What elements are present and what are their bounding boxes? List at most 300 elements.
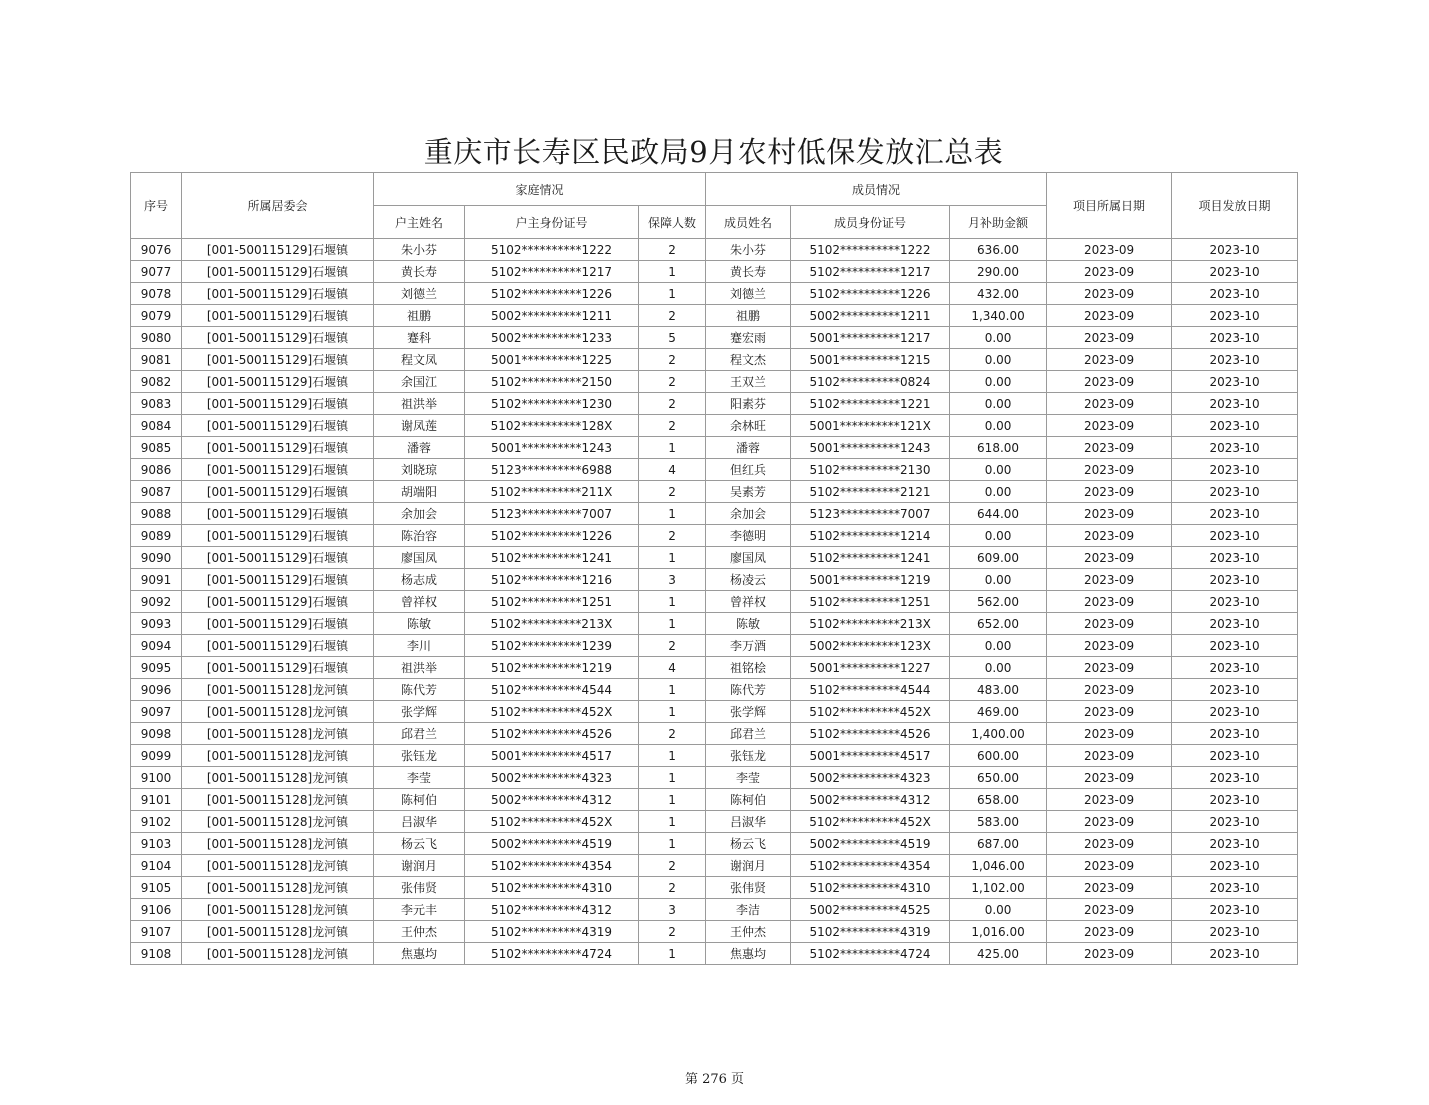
table-row [131,701,1298,723]
seq-cell: 9083 [131,393,182,415]
committee-cell: [001-500115129]石堰镇 [182,393,374,415]
project-date-cell: 2023-09 [1047,305,1172,327]
project-date-cell: 2023-09 [1047,767,1172,789]
table-row [131,371,1298,393]
member-id-cell: 5102**********2121 [791,481,950,503]
project-date-cell: 2023-09 [1047,371,1172,393]
head-name-cell: 刘晓琼 [374,459,465,481]
member-name-cell: 李德明 [706,525,791,547]
head-id-cell: 5002**********4323 [465,767,639,789]
monthly-amount-cell: 652.00 [950,613,1047,635]
member-id-cell: 5001**********1219 [791,569,950,591]
member-name-cell: 但红兵 [706,459,791,481]
seq-cell: 9079 [131,305,182,327]
table-row [131,569,1298,591]
seq-cell: 9082 [131,371,182,393]
insured-count-cell: 2 [639,525,706,547]
head-name-cell: 余加会 [374,503,465,525]
member-name-cell: 陈敏 [706,613,791,635]
head-id-cell: 5102**********2150 [465,371,639,393]
issue-date-cell: 2023-10 [1172,921,1298,943]
insured-count-cell: 5 [639,327,706,349]
monthly-amount-cell: 1,102.00 [950,877,1047,899]
member-name-cell: 余加会 [706,503,791,525]
insured-count-cell: 1 [639,943,706,965]
member-name-cell: 焦惠均 [706,943,791,965]
head-name-cell: 祖鹏 [374,305,465,327]
insured-count-cell: 1 [639,547,706,569]
seq-cell: 9102 [131,811,182,833]
head-id-cell: 5102**********1230 [465,393,639,415]
table-row [131,283,1298,305]
member-name-cell: 杨云飞 [706,833,791,855]
monthly-amount-cell: 618.00 [950,437,1047,459]
project-date-cell: 2023-09 [1047,261,1172,283]
member-name-cell: 刘德兰 [706,283,791,305]
project-date-cell: 2023-09 [1047,547,1172,569]
head-name-cell: 陈敏 [374,613,465,635]
monthly-amount-cell: 0.00 [950,635,1047,657]
project-date-cell: 2023-09 [1047,811,1172,833]
table-row [131,525,1298,547]
head-id-cell: 5102**********4544 [465,679,639,701]
table-row [131,877,1298,899]
head-id-cell: 5102**********452X [465,701,639,723]
member-id-cell: 5002**********4519 [791,833,950,855]
monthly-amount-cell: 583.00 [950,811,1047,833]
member-name-cell: 李万酒 [706,635,791,657]
header-head-id: 户主身份证号 [465,206,639,239]
committee-cell: [001-500115129]石堰镇 [182,371,374,393]
head-name-cell: 祖洪举 [374,393,465,415]
head-name-cell: 曾祥权 [374,591,465,613]
committee-cell: [001-500115129]石堰镇 [182,459,374,481]
project-date-cell: 2023-09 [1047,789,1172,811]
table-row [131,349,1298,371]
insured-count-cell: 3 [639,899,706,921]
committee-cell: [001-500115128]龙河镇 [182,833,374,855]
seq-cell: 9107 [131,921,182,943]
committee-cell: [001-500115129]石堰镇 [182,349,374,371]
member-name-cell: 张钰龙 [706,745,791,767]
issue-date-cell: 2023-10 [1172,899,1298,921]
seq-cell: 9078 [131,283,182,305]
head-id-cell: 5102**********4354 [465,855,639,877]
head-id-cell: 5102**********1222 [465,239,639,261]
project-date-cell: 2023-09 [1047,525,1172,547]
head-id-cell: 5123**********7007 [465,503,639,525]
head-id-cell: 5102**********1217 [465,261,639,283]
monthly-amount-cell: 636.00 [950,239,1047,261]
monthly-amount-cell: 1,016.00 [950,921,1047,943]
member-name-cell: 祖铭桧 [706,657,791,679]
seq-cell: 9077 [131,261,182,283]
member-id-cell: 5102**********1221 [791,393,950,415]
table-row [131,327,1298,349]
head-name-cell: 程文凤 [374,349,465,371]
table-row [131,547,1298,569]
project-date-cell: 2023-09 [1047,591,1172,613]
member-name-cell: 王仲杰 [706,921,791,943]
member-name-cell: 张伟贤 [706,877,791,899]
committee-cell: [001-500115128]龙河镇 [182,877,374,899]
project-date-cell: 2023-09 [1047,481,1172,503]
seq-cell: 9087 [131,481,182,503]
insured-count-cell: 2 [639,877,706,899]
table-row [131,679,1298,701]
member-id-cell: 5102**********4319 [791,921,950,943]
committee-cell: [001-500115129]石堰镇 [182,437,374,459]
insured-count-cell: 1 [639,261,706,283]
monthly-amount-cell: 290.00 [950,261,1047,283]
project-date-cell: 2023-09 [1047,415,1172,437]
insured-count-cell: 2 [639,415,706,437]
member-id-cell: 5001**********121X [791,415,950,437]
insured-count-cell: 1 [639,283,706,305]
member-id-cell: 5001**********1243 [791,437,950,459]
head-name-cell: 胡端阳 [374,481,465,503]
issue-date-cell: 2023-10 [1172,547,1298,569]
project-date-cell: 2023-09 [1047,899,1172,921]
member-name-cell: 朱小芬 [706,239,791,261]
committee-cell: [001-500115129]石堰镇 [182,261,374,283]
table-row [131,393,1298,415]
member-id-cell: 5102**********452X [791,701,950,723]
head-name-cell: 廖国凤 [374,547,465,569]
issue-date-cell: 2023-10 [1172,349,1298,371]
member-id-cell: 5102**********4310 [791,877,950,899]
member-name-cell: 吴素芳 [706,481,791,503]
header-insured-count: 保障人数 [639,206,706,239]
table-row [131,745,1298,767]
committee-cell: [001-500115128]龙河镇 [182,921,374,943]
monthly-amount-cell: 687.00 [950,833,1047,855]
issue-date-cell: 2023-10 [1172,459,1298,481]
project-date-cell: 2023-09 [1047,437,1172,459]
member-name-cell: 李洁 [706,899,791,921]
insured-count-cell: 1 [639,437,706,459]
head-name-cell: 陈治容 [374,525,465,547]
seq-cell: 9091 [131,569,182,591]
seq-cell: 9076 [131,239,182,261]
project-date-cell: 2023-09 [1047,745,1172,767]
issue-date-cell: 2023-10 [1172,481,1298,503]
header-monthly-amount: 月补助金额 [950,206,1047,239]
monthly-amount-cell: 0.00 [950,569,1047,591]
issue-date-cell: 2023-10 [1172,525,1298,547]
table-row [131,855,1298,877]
head-name-cell: 陈柯伯 [374,789,465,811]
issue-date-cell: 2023-10 [1172,415,1298,437]
insured-count-cell: 4 [639,459,706,481]
header-committee: 所属居委会 [182,173,374,239]
project-date-cell: 2023-09 [1047,613,1172,635]
project-date-cell: 2023-09 [1047,723,1172,745]
head-id-cell: 5102**********1251 [465,591,639,613]
head-id-cell: 5002**********4519 [465,833,639,855]
seq-cell: 9094 [131,635,182,657]
issue-date-cell: 2023-10 [1172,635,1298,657]
head-name-cell: 吕淑华 [374,811,465,833]
seq-cell: 9088 [131,503,182,525]
member-name-cell: 陈代芳 [706,679,791,701]
monthly-amount-cell: 0.00 [950,657,1047,679]
insured-count-cell: 1 [639,503,706,525]
member-name-cell: 潘蓉 [706,437,791,459]
member-id-cell: 5102**********4354 [791,855,950,877]
committee-cell: [001-500115129]石堰镇 [182,327,374,349]
member-id-cell: 5002**********4312 [791,789,950,811]
insured-count-cell: 1 [639,767,706,789]
seq-cell: 9104 [131,855,182,877]
head-id-cell: 5102**********1219 [465,657,639,679]
head-name-cell: 张学辉 [374,701,465,723]
header-member-group: 成员情况 [706,173,1047,206]
seq-cell: 9097 [131,701,182,723]
seq-cell: 9090 [131,547,182,569]
member-id-cell: 5123**********7007 [791,503,950,525]
head-id-cell: 5102**********1226 [465,283,639,305]
committee-cell: [001-500115128]龙河镇 [182,745,374,767]
head-id-cell: 5002**********4312 [465,789,639,811]
header-member-id: 成员身份证号 [791,206,950,239]
head-name-cell: 陈代芳 [374,679,465,701]
insured-count-cell: 2 [639,371,706,393]
issue-date-cell: 2023-10 [1172,569,1298,591]
seq-cell: 9108 [131,943,182,965]
head-name-cell: 李元丰 [374,899,465,921]
project-date-cell: 2023-09 [1047,833,1172,855]
member-name-cell: 李莹 [706,767,791,789]
monthly-amount-cell: 600.00 [950,745,1047,767]
head-id-cell: 5123**********6988 [465,459,639,481]
head-id-cell: 5102**********1216 [465,569,639,591]
table-row [131,811,1298,833]
member-name-cell: 黄长寿 [706,261,791,283]
member-name-cell: 张学辉 [706,701,791,723]
insured-count-cell: 1 [639,811,706,833]
head-name-cell: 刘德兰 [374,283,465,305]
issue-date-cell: 2023-10 [1172,789,1298,811]
member-name-cell: 邱君兰 [706,723,791,745]
member-id-cell: 5102**********0824 [791,371,950,393]
seq-cell: 9095 [131,657,182,679]
committee-cell: [001-500115129]石堰镇 [182,525,374,547]
table-row [131,261,1298,283]
table-row [131,459,1298,481]
member-id-cell: 5002**********4525 [791,899,950,921]
monthly-amount-cell: 658.00 [950,789,1047,811]
monthly-amount-cell: 0.00 [950,481,1047,503]
committee-cell: [001-500115129]石堰镇 [182,239,374,261]
head-name-cell: 潘蓉 [374,437,465,459]
insured-count-cell: 2 [639,635,706,657]
seq-cell: 9085 [131,437,182,459]
table-row [131,635,1298,657]
monthly-amount-cell: 609.00 [950,547,1047,569]
member-name-cell: 廖国凤 [706,547,791,569]
project-date-cell: 2023-09 [1047,635,1172,657]
committee-cell: [001-500115129]石堰镇 [182,503,374,525]
monthly-amount-cell: 432.00 [950,283,1047,305]
table-row [131,591,1298,613]
monthly-amount-cell: 650.00 [950,767,1047,789]
committee-cell: [001-500115129]石堰镇 [182,591,374,613]
insured-count-cell: 2 [639,393,706,415]
committee-cell: [001-500115129]石堰镇 [182,569,374,591]
monthly-amount-cell: 0.00 [950,899,1047,921]
insured-count-cell: 4 [639,657,706,679]
committee-cell: [001-500115128]龙河镇 [182,855,374,877]
header-project-date: 项目所属日期 [1047,173,1172,239]
member-id-cell: 5001**********1227 [791,657,950,679]
table-body [131,239,1298,965]
head-name-cell: 杨云飞 [374,833,465,855]
member-id-cell: 5102**********4544 [791,679,950,701]
member-name-cell: 吕淑华 [706,811,791,833]
project-date-cell: 2023-09 [1047,503,1172,525]
project-date-cell: 2023-09 [1047,877,1172,899]
project-date-cell: 2023-09 [1047,459,1172,481]
insured-count-cell: 2 [639,723,706,745]
issue-date-cell: 2023-10 [1172,371,1298,393]
issue-date-cell: 2023-10 [1172,679,1298,701]
monthly-amount-cell: 1,400.00 [950,723,1047,745]
seq-cell: 9096 [131,679,182,701]
head-name-cell: 谢凤莲 [374,415,465,437]
member-name-cell: 曾祥权 [706,591,791,613]
committee-cell: [001-500115129]石堰镇 [182,547,374,569]
head-id-cell: 5102**********4724 [465,943,639,965]
head-name-cell: 张钰龙 [374,745,465,767]
page-title: 重庆市长寿区民政局9月农村低保发放汇总表 [423,135,1004,169]
head-id-cell: 5001**********1225 [465,349,639,371]
table-header [131,173,1298,239]
monthly-amount-cell: 0.00 [950,415,1047,437]
project-date-cell: 2023-09 [1047,393,1172,415]
member-name-cell: 谢润月 [706,855,791,877]
monthly-amount-cell: 0.00 [950,327,1047,349]
insured-count-cell: 1 [639,833,706,855]
head-name-cell: 蹇科 [374,327,465,349]
monthly-amount-cell: 1,340.00 [950,305,1047,327]
table-row [131,503,1298,525]
member-id-cell: 5001**********4517 [791,745,950,767]
table-row [131,657,1298,679]
committee-cell: [001-500115129]石堰镇 [182,283,374,305]
monthly-amount-cell: 483.00 [950,679,1047,701]
committee-cell: [001-500115128]龙河镇 [182,789,374,811]
insured-count-cell: 3 [639,569,706,591]
committee-cell: [001-500115129]石堰镇 [182,415,374,437]
head-id-cell: 5102**********452X [465,811,639,833]
head-name-cell: 李莹 [374,767,465,789]
head-id-cell: 5001**********1243 [465,437,639,459]
member-id-cell: 5002**********4323 [791,767,950,789]
head-id-cell: 5102**********1239 [465,635,639,657]
project-date-cell: 2023-09 [1047,657,1172,679]
issue-date-cell: 2023-10 [1172,657,1298,679]
member-id-cell: 5001**********1217 [791,327,950,349]
monthly-amount-cell: 0.00 [950,349,1047,371]
table-row [131,415,1298,437]
member-id-cell: 5102**********1214 [791,525,950,547]
committee-cell: [001-500115128]龙河镇 [182,767,374,789]
seq-cell: 9101 [131,789,182,811]
issue-date-cell: 2023-10 [1172,283,1298,305]
insured-count-cell: 1 [639,679,706,701]
table-row [131,481,1298,503]
committee-cell: [001-500115128]龙河镇 [182,723,374,745]
header-head-name: 户主姓名 [374,206,465,239]
head-id-cell: 5001**********4517 [465,745,639,767]
insured-count-cell: 1 [639,613,706,635]
table-row [131,305,1298,327]
issue-date-cell: 2023-10 [1172,591,1298,613]
head-name-cell: 张伟贤 [374,877,465,899]
committee-cell: [001-500115129]石堰镇 [182,657,374,679]
table-row [131,239,1298,261]
issue-date-cell: 2023-10 [1172,613,1298,635]
project-date-cell: 2023-09 [1047,943,1172,965]
committee-cell: [001-500115129]石堰镇 [182,305,374,327]
issue-date-cell: 2023-10 [1172,723,1298,745]
monthly-amount-cell: 425.00 [950,943,1047,965]
insured-count-cell: 2 [639,305,706,327]
issue-date-cell: 2023-10 [1172,503,1298,525]
head-id-cell: 5102**********4312 [465,899,639,921]
seq-cell: 9089 [131,525,182,547]
member-id-cell: 5001**********1215 [791,349,950,371]
monthly-amount-cell: 0.00 [950,393,1047,415]
head-id-cell: 5002**********1211 [465,305,639,327]
seq-cell: 9103 [131,833,182,855]
table-row [131,789,1298,811]
project-date-cell: 2023-09 [1047,855,1172,877]
insured-count-cell: 2 [639,349,706,371]
member-id-cell: 5102**********452X [791,811,950,833]
monthly-amount-cell: 0.00 [950,525,1047,547]
insured-count-cell: 2 [639,855,706,877]
table-row [131,613,1298,635]
issue-date-cell: 2023-10 [1172,701,1298,723]
insured-count-cell: 2 [639,481,706,503]
seq-cell: 9086 [131,459,182,481]
project-date-cell: 2023-09 [1047,701,1172,723]
monthly-amount-cell: 469.00 [950,701,1047,723]
member-id-cell: 5102**********1226 [791,283,950,305]
issue-date-cell: 2023-10 [1172,239,1298,261]
issue-date-cell: 2023-10 [1172,833,1298,855]
member-name-cell: 王双兰 [706,371,791,393]
monthly-amount-cell: 0.00 [950,459,1047,481]
seq-cell: 9105 [131,877,182,899]
head-id-cell: 5102**********4526 [465,723,639,745]
project-date-cell: 2023-09 [1047,921,1172,943]
head-id-cell: 5102**********128X [465,415,639,437]
page-number: 第 276 页 [684,1072,745,1087]
member-name-cell: 杨凌云 [706,569,791,591]
head-id-cell: 5102**********1241 [465,547,639,569]
issue-date-cell: 2023-10 [1172,811,1298,833]
committee-cell: [001-500115129]石堰镇 [182,613,374,635]
issue-date-cell: 2023-10 [1172,943,1298,965]
table-row [131,921,1298,943]
header-seq: 序号 [131,173,182,239]
monthly-amount-cell: 562.00 [950,591,1047,613]
head-name-cell: 黄长寿 [374,261,465,283]
monthly-amount-cell: 644.00 [950,503,1047,525]
